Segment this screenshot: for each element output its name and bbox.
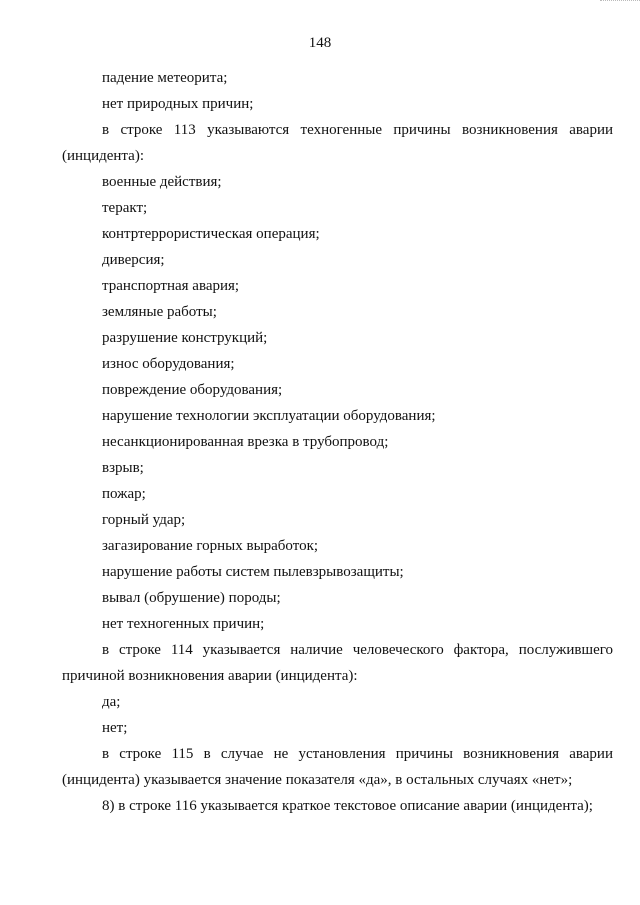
document-body [62, 65, 613, 819]
text-line: несанкционированная врезка в трубопровод; [102, 434, 389, 450]
page-number: 148 [308, 35, 332, 51]
text-line: пожар; [102, 486, 146, 502]
text-line: контртеррористическая операция; [102, 226, 320, 242]
text-line: нарушение технологии эксплуатации оборудования; [102, 408, 436, 424]
text-line: в строке 113 указываются техногенные причины возникновения аварии [102, 122, 613, 138]
text-line: теракт; [102, 200, 148, 216]
text-line: в строке 114 указывается наличие человеческого фактора, послужившего [102, 642, 613, 658]
text-line: причиной возникновения аварии (инцидента): [62, 668, 358, 684]
text-line: нет природных причин; [102, 96, 254, 112]
text-line: (инцидента) указывается значение показателя «да», в остальных случаях «нет»; [62, 772, 573, 788]
text-line: военные действия; [102, 174, 222, 190]
text-line: вывал (обрушение) породы; [102, 590, 281, 606]
text-line: загазирование горных выработок; [102, 538, 319, 554]
text-line: нет техногенных причин; [102, 616, 265, 632]
text-line: нарушение работы систем пылевзрывозащиты; [102, 564, 404, 580]
text-line: нет; [102, 720, 128, 736]
text-line: 8) в строке 116 указывается краткое текстовое описание аварии (инцидента); [102, 798, 593, 814]
text-line: в строке 115 в случае не установления причины возникновения аварии [102, 746, 613, 762]
text-line: транспортная авария; [102, 278, 240, 294]
text-line: земляные работы; [102, 304, 217, 320]
text-line: взрыв; [102, 460, 144, 476]
text-line: диверсия; [102, 252, 165, 268]
text-line: разрушение конструкций; [102, 330, 268, 346]
text-line: (инцидента): [62, 148, 144, 164]
text-line: падение метеорита; [102, 70, 228, 86]
text-line: повреждение оборудования; [102, 382, 283, 398]
text-line: горный удар; [102, 512, 186, 528]
scan-artifact [600, 0, 640, 5]
text-line: да; [102, 694, 121, 710]
text-line: износ оборудования; [102, 356, 235, 372]
